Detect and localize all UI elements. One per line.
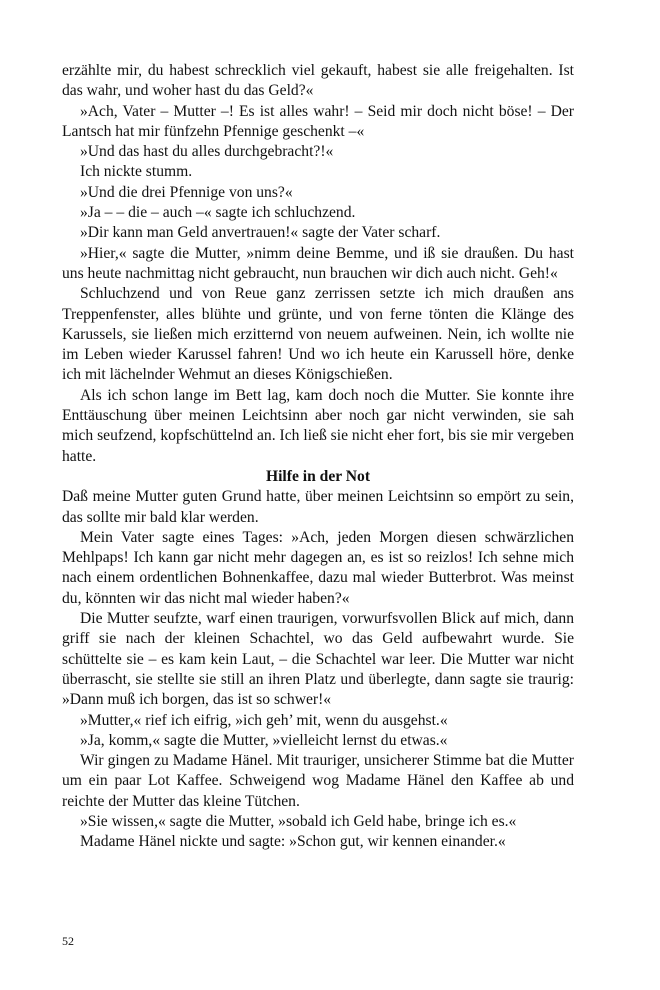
paragraph: »Ja – – die – auch –« sagte ich schluchzend.	[80, 204, 356, 222]
chapter-heading: Hilfe in der Not	[265, 467, 371, 485]
paragraph: Die Mutter seufzte, warf einen traurigen, vorwurfsvollen Blick auf mich, dann griff sie nach der kleinen Schachtel, wo das Geld aufbewahrt wurde. Sie schüttelte sie – es kam kein Laut, – die Schachtel war leer. Die Mutter war nicht überrascht, sie stellte sie still an ihren Platz und überlegte, dann sagte sie traurig: »Dann muß ich borgen, das ist so schwer!«	[62, 610, 574, 709]
paragraph: »Dir kann man Geld anvertrauen!« sagte der Vater scharf.	[80, 224, 441, 242]
paragraph: »Und die drei Pfennige von uns?«	[80, 183, 293, 201]
paragraph: Wir gingen zu Madame Hänel. Mit trauriger, unsicherer Stimme bat die Mutter um ein paar Lot Kaffee. Schweigend wog Madame Hänel den Kaffee ab und reichte der Mutter das kleine Tütchen.	[62, 752, 574, 810]
paragraph: »Mutter,« rief ich eifrig, »ich geh’ mit, wenn du ausgehst.«	[80, 711, 448, 729]
paragraph: Als ich schon lange im Bett lag, kam doch noch die Mutter. Sie konnte ihre Enttäuschung über meinen Leichtsinn aber noch gar nicht verwinden, sie sah mich seufzend, kopfschüttelnd an. Ich ließ sie nicht eher fort, bis sie mir vergeben hatte.	[62, 386, 574, 465]
paragraph: »Und das hast du alles durchgebracht?!«	[80, 143, 334, 161]
paragraph: Schluchzend und von Reue ganz zerrissen setzte ich mich draußen ans Treppenfenster, alles blühte und grünte, und von ferne tönten die Klänge des Karussels, sie ließen mich erzitternd von neuem aufweinen. Nein, ich wollte nie im Leben wieder Karussel fahren! Und wo ich heute ein Karussell höre, denke ich mit lächelnder Wehmut an dieses Königschießen.	[62, 285, 574, 384]
paragraph: erzählte mir, du habest schrecklich viel gekauft, habest sie alle freigehalten. Ist das wahr, und woher hast du das Geld?«	[62, 62, 574, 100]
body-text	[62, 61, 574, 853]
paragraph: »Hier,« sagte die Mutter, »nimm deine Bemme, und iß sie draußen. Du hast uns heute nachmittag nicht gebraucht, nun brauchen wir dich auch nicht. Geh!«	[62, 244, 574, 282]
paragraph: Ich nickte stumm.	[80, 163, 193, 181]
page-number: 52	[62, 934, 74, 948]
paragraph: »Sie wissen,« sagte die Mutter, »sobald ich Geld habe, bringe ich es.«	[80, 812, 517, 830]
paragraph: »Ja, komm,« sagte die Mutter, »vielleicht lernst du etwas.«	[80, 731, 448, 749]
paragraph: Madame Hänel nickte und sagte: »Schon gut, wir kennen einander.«	[80, 833, 506, 851]
paragraph: Mein Vater sagte eines Tages: »Ach, jeden Morgen diesen schwärzlichen Mehlpaps! Ich kann gar nicht mehr dagegen an, es ist so reizlos! Ich sehne mich nach einem ordentlichen Bohnenkaffee, dazu mal wieder Butterbrot. Was meinst du, könnten wir das nicht mal wieder haben?«	[62, 528, 574, 607]
paragraph: »Ach, Vater – Mutter –! Es ist alles wahr! – Seid mir doch nicht böse! – Der Lantsch hat mir fünfzehn Pfennige geschenkt –«	[62, 102, 574, 140]
paragraph: Daß meine Mutter guten Grund hatte, über meinen Leichtsinn so empört zu sein, das sollte mir bald klar werden.	[62, 488, 574, 526]
